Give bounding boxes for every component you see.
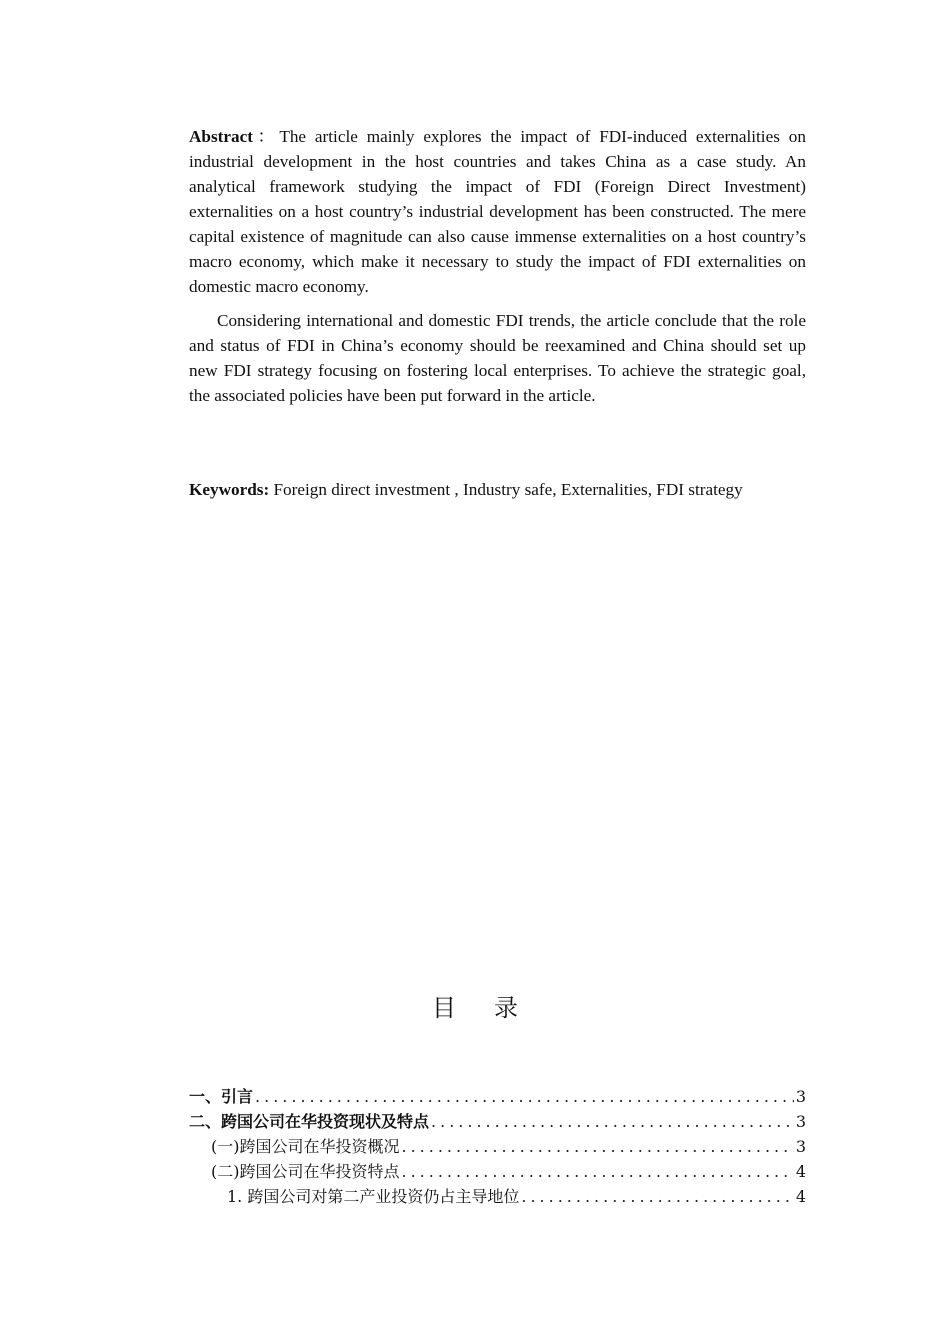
toc-entry-overview[interactable] bbox=[189, 1134, 806, 1159]
toc-page-number: 3 bbox=[795, 1112, 806, 1131]
toc-entry-text: 一、引言 bbox=[189, 1087, 254, 1106]
keywords-text: Foreign direct investment , Industry safe, Externalities, FDI strategy bbox=[269, 480, 743, 499]
table-of-contents bbox=[189, 1084, 806, 1209]
toc-title: 目录 bbox=[432, 994, 556, 1022]
toc-entry-text: 二、跨国公司在华投资现状及特点 bbox=[189, 1112, 430, 1131]
toc-dot-leader bbox=[402, 1159, 794, 1184]
abstract-separator: ： bbox=[252, 127, 280, 146]
toc-entry-text: (一)跨国公司在华投资概况 bbox=[211, 1137, 400, 1156]
keywords-line bbox=[189, 477, 829, 502]
toc-page-number: 3 bbox=[795, 1137, 806, 1156]
abstract-section bbox=[189, 124, 806, 408]
toc-entry-secondary-industry[interactable] bbox=[189, 1184, 806, 1209]
toc-dot-leader bbox=[521, 1184, 793, 1209]
toc-entry-text: (二)跨国公司在华投资特点 bbox=[211, 1162, 400, 1181]
abstract-label: Abstract bbox=[189, 127, 253, 146]
abstract-text-1: The article mainly explores the impact of FDI-induced externalities on industrial development in the host countries and takes China as a case study. An analytical framework studying the impact of FDI (Foreign Direct Investment) externalities on a host country’s industrial development has been constructed. The mere capital existence of magnitude can also cause immense externalities on a host country’s macro economy, which make it necessary to study the impact of FDI externalities on domestic macro economy. bbox=[189, 127, 806, 296]
keywords-label: Keywords: bbox=[189, 480, 270, 499]
toc-entry-text: 1. 跨国公司对第二产业投资仍占主导地位 bbox=[227, 1187, 520, 1206]
abstract-paragraph-2: Considering international and domestic FDI trends, the article conclude that the role and status of FDI in China’s economy should be reexamined and China should set up new FDI strategy focusing on fostering local enterprises. To achieve the strategic goal, the associated policies have been put forward in the article. bbox=[189, 311, 806, 405]
toc-page-number: 4 bbox=[795, 1187, 806, 1206]
toc-dot-leader bbox=[431, 1109, 794, 1134]
toc-entry-status-and-features[interactable] bbox=[189, 1109, 806, 1134]
toc-page-number: 3 bbox=[795, 1087, 806, 1106]
toc-dot-leader bbox=[255, 1084, 794, 1109]
toc-entry-introduction[interactable] bbox=[189, 1084, 806, 1109]
toc-dot-leader bbox=[402, 1134, 794, 1159]
toc-page-number: 4 bbox=[795, 1162, 806, 1181]
abstract-paragraph-1 bbox=[189, 124, 806, 299]
toc-entry-features[interactable] bbox=[189, 1159, 806, 1184]
